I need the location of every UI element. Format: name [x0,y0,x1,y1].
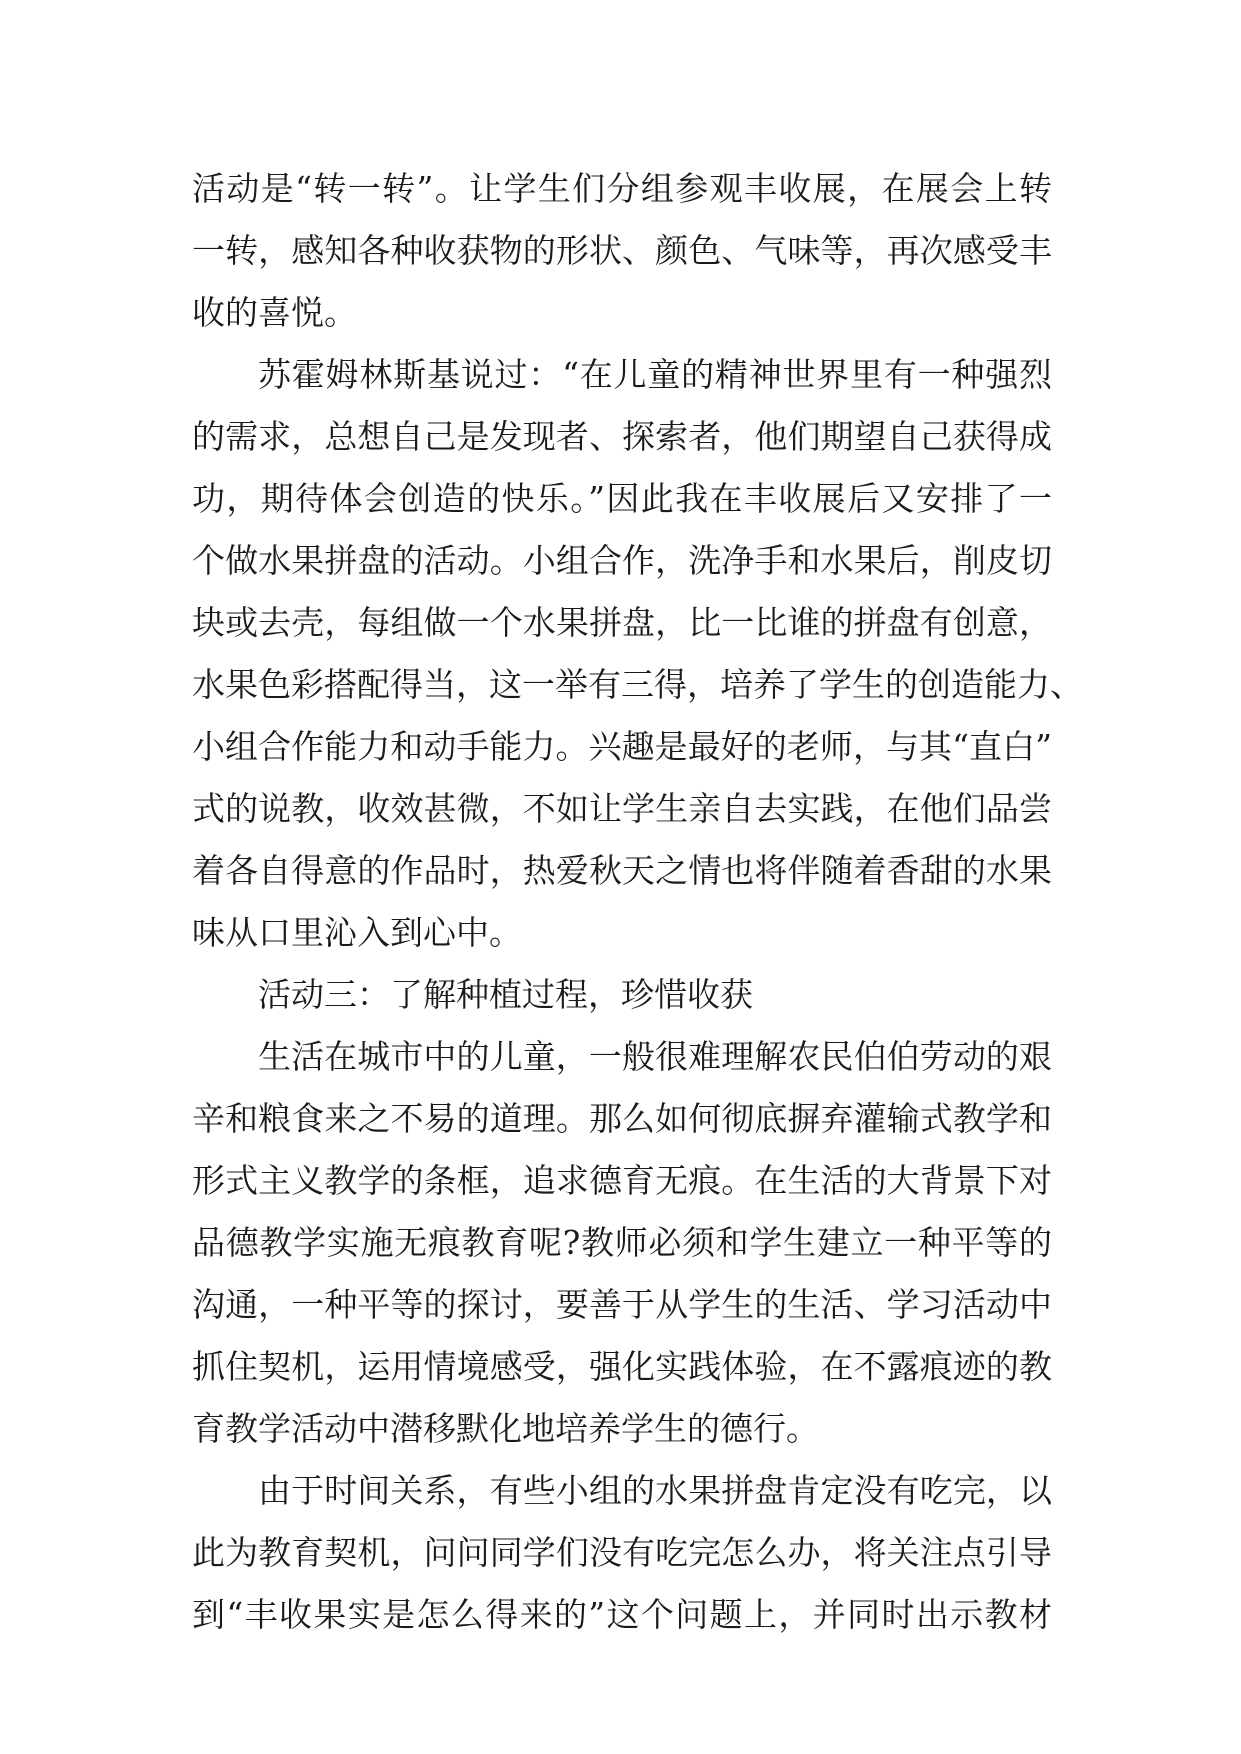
paragraph-first-line: 由于时间关系，有些小组的水果拼盘肯定没有吃完，以 [258,1471,1052,1510]
text-line: 抓住契机，运用情境感受，强化实践体验，在不露痕迹的教 [192,1347,1052,1386]
text-line: 水果色彩搭配得当，这一举有三得，培养了学生的创造能力、 [192,665,1083,704]
paragraph-first-line: 苏霍姆林斯基说过：“在儿童的精神世界里有一种强烈 [258,355,1052,394]
section-heading: 活动三：了解种植过程，珍惜收获 [258,975,753,1014]
text-line: 着各自得意的作品时，热爱秋天之情也将伴随着香甜的水果 [192,851,1052,890]
text-line: 个做水果拼盘的活动。小组合作，洗净手和水果后，削皮切 [192,541,1052,580]
text-line: 功，期待体会创造的快乐。”因此我在丰收展后又安排了一 [192,479,1052,518]
text-line: 一转，感知各种收获物的形状、颜色、气味等，再次感受丰 [192,231,1052,270]
text-line: 形式主义教学的条框，追求德育无痕。在生活的大背景下对 [192,1161,1052,1200]
text-line: 小组合作能力和动手能力。兴趣是最好的老师，与其“直白” [192,727,1052,766]
text-line: 块或去壳，每组做一个水果拼盘，比一比谁的拼盘有创意， [192,603,1052,642]
text-line: 味从口里沁入到心中。 [192,913,522,952]
text-line: 到“丰收果实是怎么得来的”这个问题上，并同时出示教材 [192,1595,1052,1634]
text-line: 辛和粮食来之不易的道理。那么如何彻底摒弃灌输式教学和 [192,1099,1052,1138]
text-line: 式的说教，收效甚微，不如让学生亲自去实践，在他们品尝 [192,789,1052,828]
paragraph-first-line: 生活在城市中的儿童，一般很难理解农民伯伯劳动的艰 [258,1037,1052,1076]
document-body [192,158,1083,1646]
text-line: 育教学活动中潜移默化地培养学生的德行。 [192,1409,819,1448]
text-line: 活动是“转一转”。让学生们分组参观丰收展，在展会上转 [192,169,1052,208]
text-line: 的需求，总想自己是发现者、探索者，他们期望自己获得成 [192,417,1052,456]
text-line: 收的喜悦。 [192,293,357,332]
text-line: 沟通，一种平等的探讨，要善于从学生的生活、学习活动中 [192,1285,1052,1324]
text-line: 此为教育契机，问问同学们没有吃完怎么办，将关注点引导 [192,1533,1052,1572]
text-line: 品德教学实施无痕教育呢?教师必须和学生建立一种平等的 [192,1223,1052,1262]
